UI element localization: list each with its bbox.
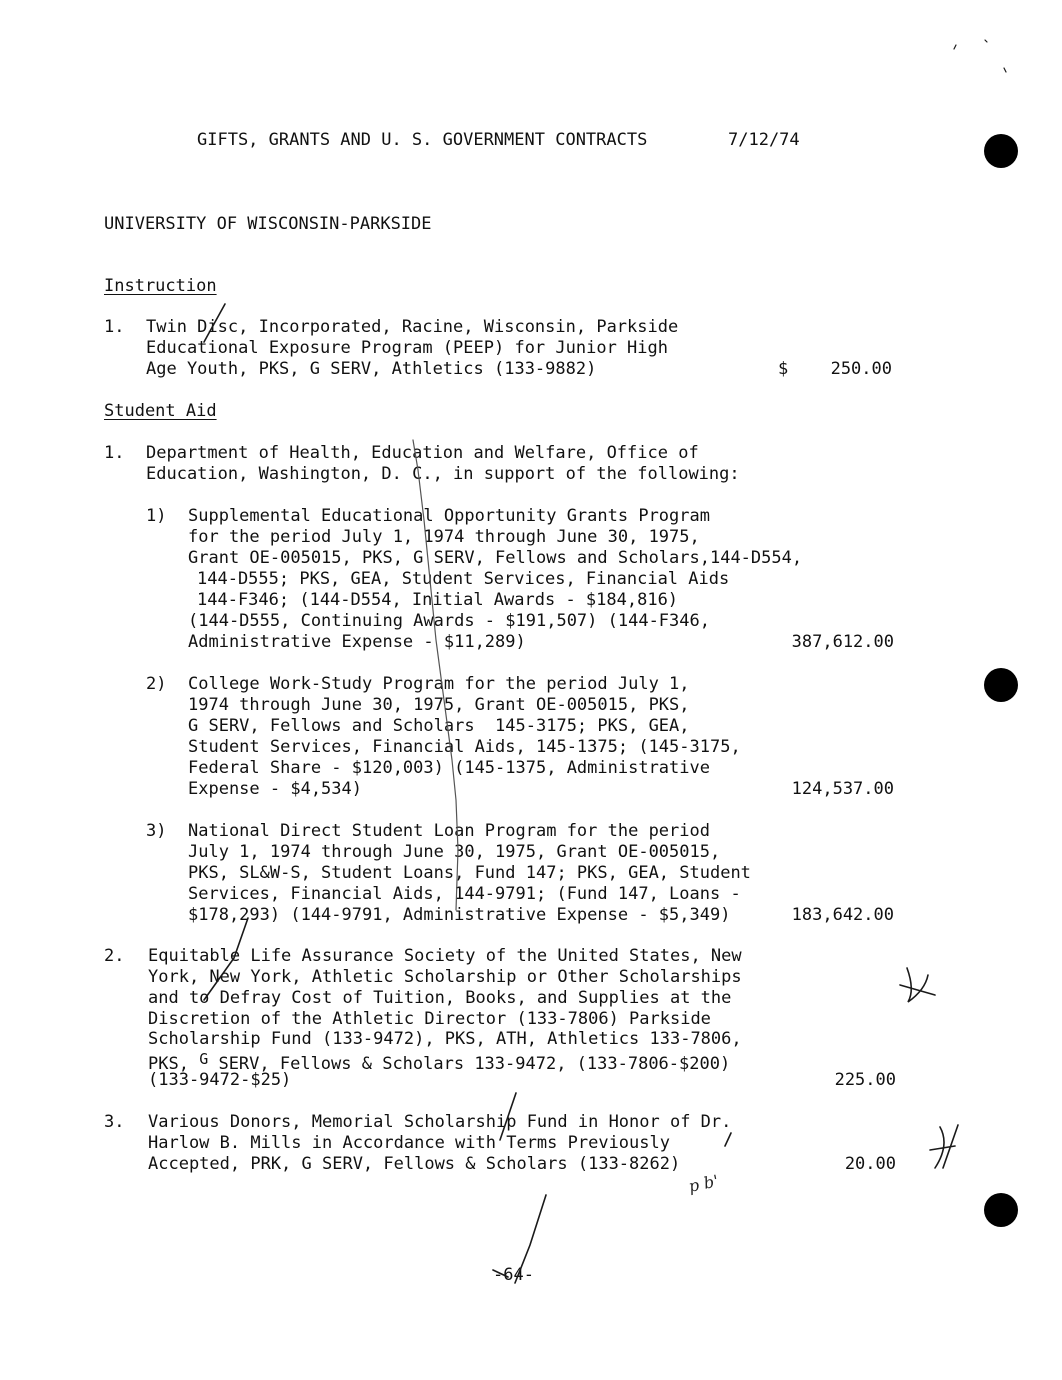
page-date: 7/12/74 — [728, 130, 800, 150]
item-text-line: Twin Disc, Incorporated, Racine, Wisconsin, Parkside — [146, 317, 679, 337]
handwritten-annotation: p b' — [686, 1171, 721, 1196]
sub-item-text-line: Student Services, Financial Aids, 145-1375; (145-3175, — [188, 737, 741, 757]
sub-item-text-line: Federal Share - $120,003) (145-1375, Administrative — [188, 758, 710, 778]
pen-long-stroke — [515, 1195, 546, 1283]
pen-tick — [493, 1270, 508, 1277]
item-text-line: Scholarship Fund (133-9472), PKS, ATH, Athletics 133-7806, — [148, 1029, 742, 1049]
sub-item-text-line: for the period July 1, 1974 through June 30, 1975, — [188, 527, 700, 547]
item-number: 3. — [104, 1112, 125, 1132]
sub-item-text-line: G SERV, Fellows and Scholars 145-3175; PKS, GEA, — [188, 716, 690, 736]
sub-item-text-line: College Work-Study Program for the period July 1, — [188, 674, 690, 694]
pen-cross-mark — [900, 968, 935, 1002]
sub-item-number: 2) — [146, 674, 167, 694]
sub-item-text-line: $178,293) (144-9791, Administrative Expense - $5,349) — [188, 905, 731, 925]
sub-item-text-line: 144-D555; PKS, GEA, Student Services, Financial Aids — [197, 569, 730, 589]
item-amount: 183,642.00 — [791, 905, 894, 925]
section-heading-student-aid: Student Aid — [104, 401, 217, 421]
item-number: 1. — [104, 443, 125, 463]
item-text-line: Educational Exposure Program (PEEP) for Junior High — [146, 338, 668, 358]
item-text-line: Harlow B. Mills in Accordance with Terms Previously — [148, 1133, 670, 1153]
item-text-line: Discretion of the Athletic Director (133-7806) Parkside — [148, 1009, 711, 1029]
section-heading-instruction: Instruction — [104, 276, 217, 296]
item-text-line: Age Youth, PKS, G SERV, Athletics (133-9882) — [146, 359, 597, 379]
sub-item-text-line: July 1, 1974 through June 30, 1975, Grant OE-005015, — [188, 842, 721, 862]
item-text-line: Various Donors, Memorial Scholarship Fund in Honor of Dr. — [148, 1112, 732, 1132]
sub-item-text-line: National Direct Student Loan Program for the period — [188, 821, 710, 841]
item-text-line: Accepted, PRK, G SERV, Fellows & Scholars (133-8262) — [148, 1154, 681, 1174]
sub-item-text-line: Supplemental Educational Opportunity Grants Program — [188, 506, 710, 526]
sub-item-text-line: (144-D555, Continuing Awards - $191,507) (144-F346, — [188, 611, 710, 631]
institution-name: UNIVERSITY OF WISCONSIN-PARKSIDE — [104, 214, 432, 234]
item-text-line: Department of Health, Education and Welfare, Office of — [146, 443, 699, 463]
item-text-line: Education, Washington, D. C., in support of the following: — [146, 464, 740, 484]
item-amount: 225.00 — [834, 1070, 896, 1090]
sub-item-text-line: 144-F346; (144-D554, Initial Awards - $184,816) — [197, 590, 679, 610]
pen-check-mark — [500, 1093, 516, 1140]
sub-item-text-line: PKS, SL&W-S, Student Loans, Fund 147; PKS, GEA, Student — [188, 863, 751, 883]
sub-item-text-line: 1974 through June 30, 1975, Grant OE-005015, PKS, — [188, 695, 690, 715]
pen-large-check — [930, 1125, 958, 1168]
page-number: -64- — [493, 1265, 534, 1285]
sub-item-text-line: Expense - $4,534) — [188, 779, 362, 799]
item-text-line: (133-9472-$25) — [148, 1070, 292, 1090]
pen-check-mark — [204, 918, 248, 1000]
sub-item-text-line: Administrative Expense - $11,289) — [188, 632, 526, 652]
pen-tick — [725, 1133, 731, 1146]
item-amount: 20.00 — [844, 1154, 896, 1174]
item-text-line: York, New York, Athletic Scholarship or Other Scholarships — [148, 967, 742, 987]
item-number: 2. — [104, 946, 125, 966]
text-segment: G — [199, 1050, 209, 1068]
sub-item-number: 3) — [146, 821, 167, 841]
page-title: GIFTS, GRANTS AND U. S. GOVERNMENT CONTRACTS — [197, 130, 648, 150]
sub-item-number: 1) — [146, 506, 167, 526]
sub-item-text-line: Services, Financial Aids, 144-9791; (Fund 147, Loans - — [188, 884, 741, 904]
item-amount: 124,537.00 — [791, 779, 894, 799]
text-segment: PKS, — [148, 1054, 200, 1074]
item-amount: 250.00 — [830, 359, 892, 379]
pen-tick — [954, 40, 1006, 72]
item-number: 1. — [104, 317, 125, 337]
sub-item-text-line: Grant OE-005015, PKS, G SERV, Fellows and Scholars,144-D554, — [188, 548, 803, 568]
pen-vertical-line — [413, 440, 458, 910]
item-amount: 387,612.00 — [791, 632, 894, 652]
pen-check-mark — [204, 304, 225, 342]
item-text-line: Equitable Life Assurance Society of the United States, New — [148, 946, 742, 966]
currency-symbol: $ — [778, 359, 789, 379]
item-text-line: and to Defray Cost of Tuition, Books, and Supplies at the — [148, 988, 732, 1008]
text-segment: SERV, Fellows & Scholars 133-9472, (133-7806-$200) — [208, 1054, 731, 1074]
